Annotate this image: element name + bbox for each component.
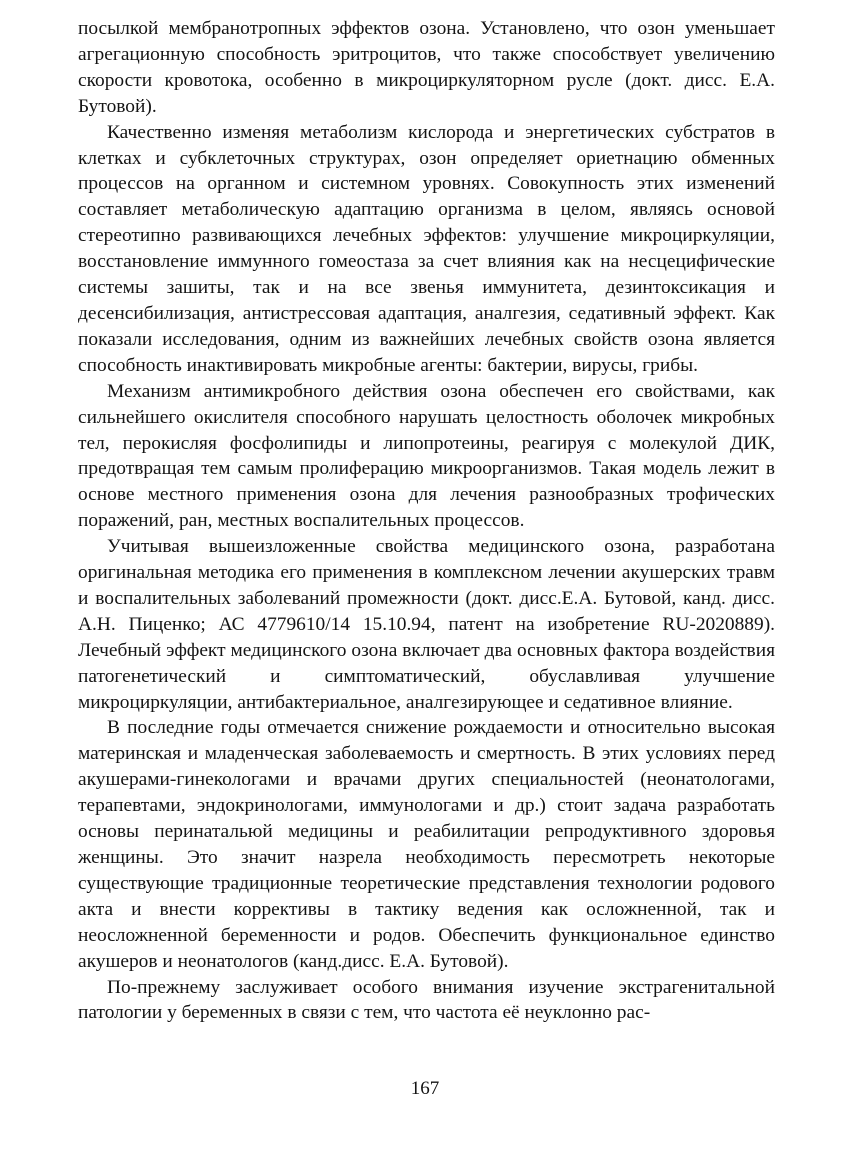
page-number: 167 [410,1078,440,1099]
paragraph-6: По-прежнему заслуживает особого внимания изучение экстрагенитальной патологии у беременных в связи с тем, что частота её неуклонно рас- [78,976,775,1024]
paragraph-3: Механизм антимикробного действия озона обеспечен его свойствами, как сильнейшего окислителя способного нарушать целостность оболочек микробных тел, перокисляя фосфолипиды и липопротеины, реагируя с молекулой ДИК, предотвращая тем самым пролиферацию микроорганизмов. Такая модель лежит в основе местного применения озона для лечения разнообразных трофических поражений, ран, местных воспалительных процессов. [78,380,775,532]
document-page [78,16,775,1116]
paragraph-1: посылкой мембранотропных эффектов озона. Установлено, что озон уменьшает агрегационную способность эритроцитов, что также способствует увеличению скорости кровотока, особенно в микроциркуляторном русле (докт. дисс. Е.А. Бутовой). [78,18,775,117]
paragraph-2: Качественно изменяя метаболизм кислорода и энергетических субстратов в клетках и субклеточных структурах, озон определяет ориетнацию обменных процессов на органном и системном уровнях. Совокупность этих изменений составляет метаболическую адаптацию организма в целом, являясь основой стереотипно развивающихся лечебных эффектов: улучшение микроциркуляции, восстановление иммунного гомеостаза за счет влияния как на несцецифические системы зашиты, так и на все звенья иммунитета, дезинтоксикация и десенсибилизация, антистрессовая адаптация, аналгезия, седативный эффект. Как показали исследования, одним из важнейших лечебных свойств озона является способность инактивировать микробные агенты: бактерии, вирусы, грибы. [78,121,775,376]
paragraph-5: В последние годы отмечается снижение рождаемости и относительно высокая материнская и младенческая заболеваемость и смертность. В этих условиях перед акушерами-гинекологами и врачами других специальностей (неонатологами, терапевтами, эндокринологами, иммунологами и др.) стоит задача разработать основы перинатальюй медицины и реабилитации репродуктивного здоровья женщины. Это значит назрела необходимость пересмотреть некоторые существующие традиционные теоретические представления технологии родового акта и внести коррективы в тактику ведения как осложненной, так и неосложненной беременности и родов. Обеспечить функциональное единство акушеров и неонатологов (канд.дисс. Е.А. Бутовой). [78,717,775,972]
paragraph-4: Учитывая вышеизложенные свойства медицинского озона, разработана оригинальная методика его применения в комплексном лечении акушерских травм и воспалительных заболеваний промежности (докт. дисс.Е.А. Бутовой, канд. дисс. А.Н. Пиценко; АС 4779610/14 15.10.94, патент на изобретение RU-2020889). Лечебный эффект медицинского озона включает два основных фактора воздействия патогенетический и симптоматический, обуславливая улучшение микроциркуляции, антибактериальное, аналгезирующее и седативное влияние. [78,536,775,713]
